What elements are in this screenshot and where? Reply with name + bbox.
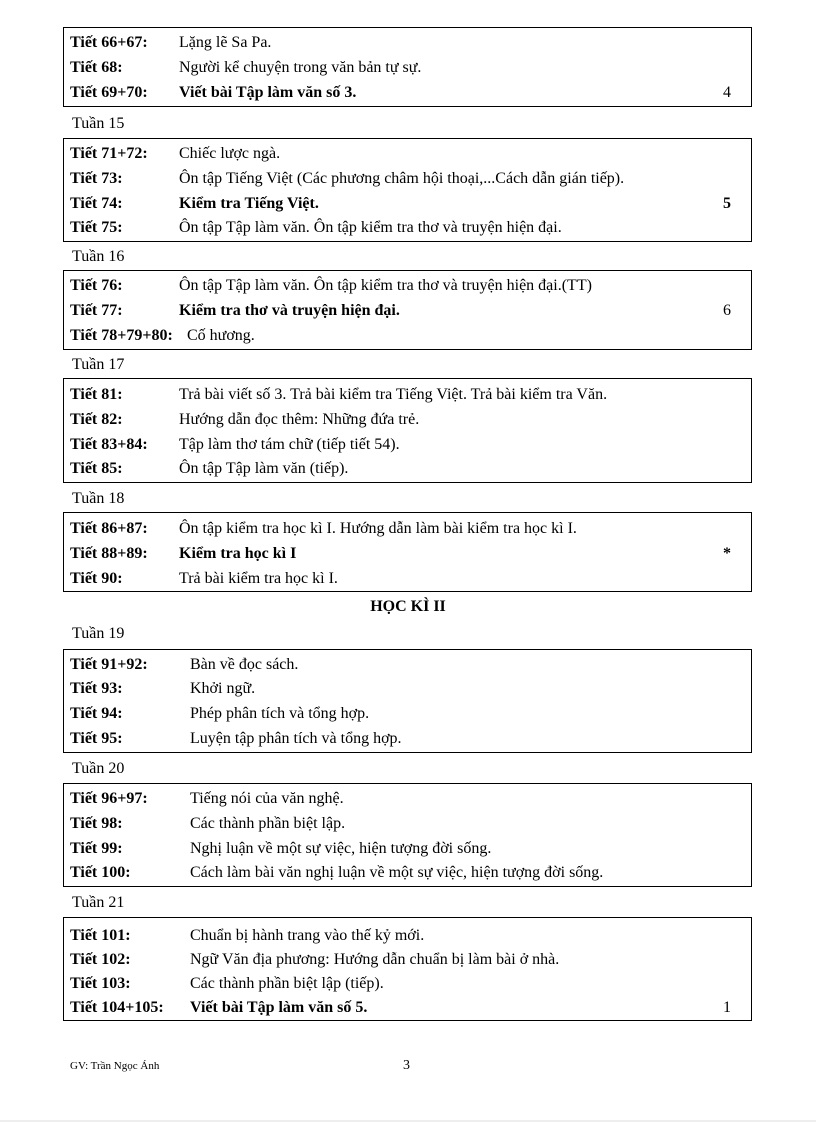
lesson-label: Tiết 88+89: [70,545,148,562]
lesson-label: Tiết 91+92: [70,656,148,673]
lesson-title: Người kể chuyện trong văn bản tự sự. [179,59,422,76]
lesson-label: Tiết 69+70: [70,84,148,101]
lesson-row [64,727,751,751]
lesson-label: Tiết 101: [70,927,131,944]
lesson-row [64,653,751,677]
lesson-row [64,542,751,566]
lesson-label: Tiết 90: [70,570,123,587]
lesson-block [63,378,752,483]
lesson-label: Tiết 78+79+80: [70,327,173,344]
lesson-title: Hướng dẫn đọc thêm: Những đứa trẻ. [179,411,420,428]
lesson-label: Tiết 103: [70,975,131,992]
lesson-label: Tiết 82: [70,411,123,428]
page-number: 3 [403,1058,410,1073]
semester-heading: HỌC KÌ II [370,598,446,615]
lesson-row [64,383,751,407]
lesson-title: Kiểm tra Tiếng Việt. [179,195,319,212]
lesson-row [64,702,751,726]
lesson-row [64,972,751,996]
lesson-mark: 4 [723,84,731,101]
lesson-label: Tiết 68: [70,59,123,76]
lesson-title: Ôn tập kiểm tra học kì I. Hướng dẫn làm bài kiểm tra học kì I. [179,520,577,537]
lesson-row [64,996,751,1020]
lesson-title: Trả bài viết số 3. Trả bài kiểm tra Tiếng Việt. Trả bài kiểm tra Văn. [179,386,608,403]
lesson-row [64,408,751,432]
lesson-title: Luyện tập phân tích và tổng hợp. [190,730,402,747]
lesson-label: Tiết 100: [70,864,131,881]
lesson-title: Lặng lẽ Sa Pa. [179,34,272,51]
lesson-label: Tiết 102: [70,951,131,968]
lesson-row [64,677,751,701]
lesson-title: Tập làm thơ tám chữ (tiếp tiết 54). [179,436,400,453]
lesson-block [63,27,752,107]
week-heading: Tuần 21 [72,894,125,911]
lesson-label: Tiết 93: [70,680,123,697]
lesson-title: Tiếng nói của văn nghệ. [190,790,344,807]
lesson-block [63,270,752,350]
lesson-label: Tiết 98: [70,815,123,832]
lesson-label: Tiết 99: [70,840,123,857]
lesson-mark: 5 [723,195,731,212]
lesson-label: Tiết 74: [70,195,123,212]
lesson-row [64,56,751,80]
lesson-row [64,567,751,591]
lesson-label: Tiết 77: [70,302,123,319]
lesson-row [64,433,751,457]
lesson-row [64,517,751,541]
lesson-label: Tiết 85: [70,460,123,477]
lesson-title: Nghị luận về một sự việc, hiện tượng đời sống. [190,840,492,857]
lesson-block [63,138,752,242]
lesson-title: Viết bài Tập làm văn số 5. [190,999,368,1016]
week-heading: Tuần 19 [72,625,125,642]
lesson-row [64,274,751,298]
lesson-label: Tiết 71+72: [70,145,148,162]
lesson-title: Ôn tập Tập làm văn. Ôn tập kiểm tra thơ và truyện hiện đại. [179,219,562,236]
lesson-label: Tiết 83+84: [70,436,148,453]
lesson-title: Các thành phần biệt lập. [190,815,346,832]
lesson-mark: * [723,545,731,562]
lesson-label: Tiết 104+105: [70,999,164,1016]
lesson-row [64,457,751,481]
lesson-label: Tiết 76: [70,277,123,294]
lesson-title: Cố hương. [187,327,255,344]
page-edge [0,1120,816,1122]
lesson-title: Bàn về đọc sách. [190,656,299,673]
lesson-title: Chiếc lược ngà. [179,145,281,162]
week-heading: Tuần 18 [72,490,125,507]
lesson-row [64,299,751,323]
lesson-row [64,787,751,811]
lesson-label: Tiết 66+67: [70,34,148,51]
lesson-label: Tiết 96+97: [70,790,148,807]
lesson-title: Trả bài kiểm tra học kì I. [179,570,338,587]
lesson-row [64,81,751,105]
lesson-title: Cách làm bài văn nghị luận về một sự việc, hiện tượng đời sống. [190,864,604,881]
lesson-row [64,948,751,972]
lesson-block [63,917,752,1021]
lesson-label: Tiết 86+87: [70,520,148,537]
lesson-mark: 1 [723,999,731,1016]
lesson-row [64,861,751,885]
lesson-block [63,649,752,753]
week-heading: Tuần 15 [72,115,125,132]
lesson-block [63,512,752,592]
lesson-title: Ôn tập Tập làm văn (tiếp). [179,460,349,477]
lesson-title: Khởi ngữ. [190,680,256,697]
lesson-row [64,924,751,948]
lesson-row [64,167,751,191]
lesson-label: Tiết 94: [70,705,123,722]
lesson-mark: 6 [723,302,731,319]
lesson-label: Tiết 75: [70,219,123,236]
lesson-label: Tiết 95: [70,730,123,747]
lesson-title: Ôn tập Tập làm văn. Ôn tập kiểm tra thơ và truyện hiện đại.(TT) [179,277,592,294]
lesson-title: Viết bài Tập làm văn số 3. [179,84,357,101]
week-heading: Tuần 16 [72,248,125,265]
lesson-title: Ôn tập Tiếng Việt (Các phương châm hội thoại,...Cách dẫn gián tiếp). [179,170,625,187]
lesson-title: Phép phân tích và tổng hợp. [190,705,370,722]
lesson-row [64,812,751,836]
lesson-row [64,142,751,166]
lesson-row [64,837,751,861]
lesson-title: Ngữ Văn địa phương: Hướng dẫn chuẩn bị làm bài ở nhà. [190,951,560,968]
lesson-label: Tiết 81: [70,386,123,403]
lesson-title: Kiểm tra thơ và truyện hiện đại. [179,302,400,319]
lesson-label: Tiết 73: [70,170,123,187]
lesson-row [64,31,751,55]
lesson-row [64,216,751,240]
lesson-row [64,192,751,216]
footer-teacher: GV: Trần Ngọc Ánh [70,1060,160,1072]
lesson-title: Các thành phần biệt lập (tiếp). [190,975,384,992]
lesson-title: Chuẩn bị hành trang vào thế kỷ mới. [190,927,425,944]
lesson-row [64,324,751,348]
week-heading: Tuần 17 [72,356,125,373]
lesson-title: Kiểm tra học kì I [179,545,297,562]
week-heading: Tuần 20 [72,760,125,777]
lesson-block [63,783,752,887]
